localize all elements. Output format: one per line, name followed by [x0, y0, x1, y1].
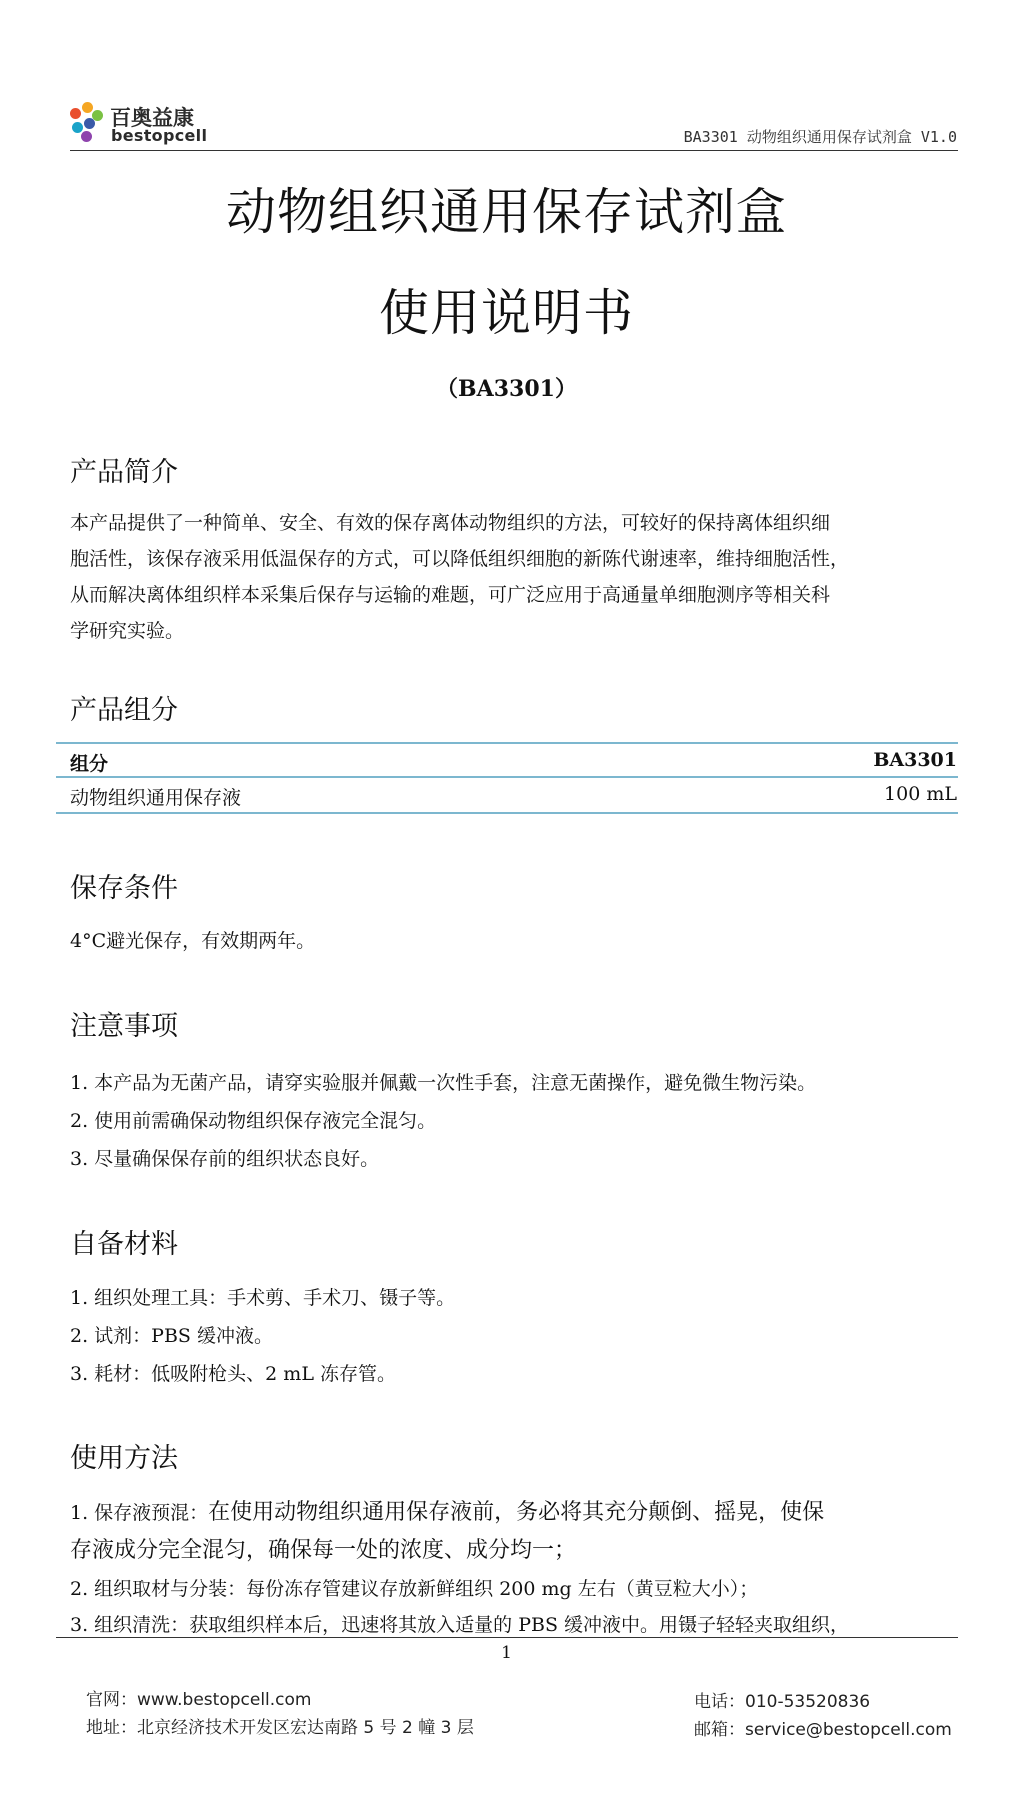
- section-heading-components: 产品组分: [70, 695, 178, 726]
- note-item: 1. 本产品为无菌产品，请穿实验服并佩戴一次性手套，注意无菌操作，避免微生物污染。: [70, 1072, 817, 1094]
- section-heading-notes: 注意事项: [70, 1011, 178, 1042]
- method-step-1-label: 1. 保存液预混：: [70, 1502, 209, 1524]
- footer-email: [694, 1715, 952, 1740]
- footer-website-link[interactable]: www.bestopcell.com: [137, 1690, 312, 1710]
- material-item: 1. 组织处理工具：手术剪、手术刀、镊子等。: [70, 1287, 456, 1309]
- table-header-component: 组分: [70, 753, 109, 775]
- section-heading-intro: 产品简介: [70, 457, 178, 488]
- table-header-rule: [56, 776, 958, 778]
- section-heading-storage: 保存条件: [70, 873, 178, 904]
- document-subtitle: 使用说明书: [379, 284, 634, 342]
- footer-address-text: 北京经济技术开发区宏达南路 5 号 2 幢 3 层: [137, 1718, 474, 1738]
- intro-line: 胞活性，该保存液采用低温保存的方式，可以降低组织细胞的新陈代谢速率，维持细胞活性，: [70, 548, 850, 570]
- logo-mark-icon: [70, 102, 106, 142]
- footer-address-label: 地址：: [86, 1718, 137, 1738]
- footer-email-label: 邮箱：: [694, 1720, 745, 1740]
- logo-english-name: bestopcell: [111, 126, 208, 145]
- page-number: 1: [501, 1643, 512, 1663]
- footer-phone: [694, 1687, 870, 1712]
- header-divider: [70, 150, 958, 151]
- table-top-rule: [56, 742, 958, 744]
- section-heading-method: 使用方法: [70, 1443, 178, 1474]
- footer-phone-number: 010-53520836: [745, 1692, 871, 1712]
- section-heading-materials: 自备材料: [70, 1229, 178, 1260]
- note-item: 3. 尽量确保保存前的组织状态良好。: [70, 1148, 380, 1170]
- method-step-2: 2. 组织取材与分装：每份冻存管建议存放新鲜组织 200 mg 左右（黄豆粒大小）；: [70, 1578, 759, 1600]
- material-item: 2. 试剂：PBS 缓冲液。: [70, 1325, 273, 1347]
- header-document-label: BA3301 动物组织通用保存试剂盒 V1.0: [683, 128, 957, 146]
- note-item: 2. 使用前需确保动物组织保存液完全混匀。: [70, 1110, 437, 1132]
- logo-chinese-name: 百奥益康: [110, 106, 194, 130]
- intro-line: 本产品提供了一种简单、安全、有效的保存离体动物组织的方法，可较好的保持离体组织细: [70, 512, 831, 534]
- storage-text: 4°C避光保存，有效期两年。: [70, 930, 316, 952]
- intro-line: 从而解决离体组织样本采集后保存与运输的难题，可广泛应用于高通量单细胞测序等相关科: [70, 584, 831, 606]
- table-header-code: BA3301: [873, 749, 957, 771]
- table-row-component-volume: 100 mL: [884, 783, 957, 805]
- footer-divider: [56, 1637, 958, 1638]
- method-step-1-continued: 存液成分完全混匀，确保每一处的浓度、成分均一；: [70, 1538, 577, 1563]
- footer-website-label: 官网：: [86, 1690, 137, 1710]
- material-item: 3. 耗材：低吸附枪头、2 mL 冻存管。: [70, 1363, 396, 1385]
- method-step-3: 3. 组织清洗：获取组织样本后，迅速将其放入适量的 PBS 缓冲液中。用镊子轻轻夹取组织，: [70, 1614, 850, 1636]
- footer-email-address[interactable]: service@bestopcell.com: [745, 1720, 952, 1740]
- method-step-1: [70, 1495, 824, 1526]
- intro-line: 学研究实验。: [70, 620, 185, 642]
- method-step-1-text: 在使用动物组织通用保存液前，务必将其充分颠倒、摇晃，使保: [208, 1500, 825, 1525]
- table-row-component-name: 动物组织通用保存液: [70, 787, 242, 809]
- company-logo: [70, 100, 210, 146]
- footer-website: [86, 1685, 311, 1710]
- product-code: （BA3301）: [436, 376, 577, 402]
- footer-address: [86, 1713, 474, 1738]
- table-bottom-rule: [56, 812, 958, 814]
- document-title: 动物组织通用保存试剂盒: [226, 183, 787, 241]
- footer-phone-label: 电话：: [694, 1692, 745, 1712]
